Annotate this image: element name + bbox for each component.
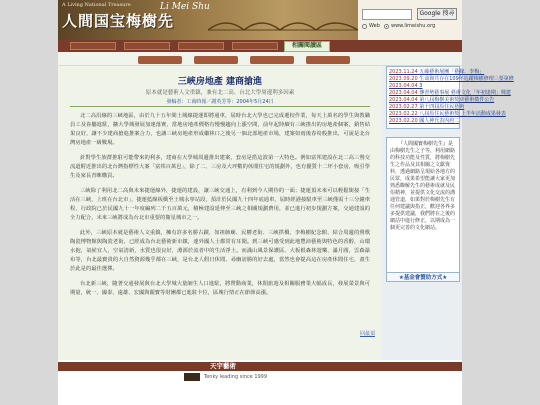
article-subtitle: 原本就是藝術人文重鎮，兼有北二高、台北大學周邊利多因素	[145, 90, 295, 96]
article-meta: 發稿者：工商時報／謝英芳等：2004年5月24日	[166, 99, 274, 105]
footer	[58, 362, 462, 405]
footer-bar	[58, 362, 462, 371]
article-paragraph: 北二高沿線的三峽地區，由於九十五年間土城線捷運即將通車，屆時台北大學也已完成遷校作業，每天上萬名的學生與教職員工及眷屬進駐，擴大學城發展加速落實，當地房地產價格有慢慢趨向上漲空間，前年起陸續有三峽推出的房地產個案，銷售結果良好，讓不少建商搶進推案合力，也讓三峽房地產形成繼林口之後另一個北部地產市場，建案如雨後春筍般推出，可說是北台灣房地產一級戰場。	[70, 113, 370, 146]
intro-text: 『人間國寶梅樹先生』是由梅樹先生之子等，利用網路的科技功能及性質，將梅樹先生之作品及其相關之文獻資料，透過網路呈現給各地方的民眾，成果希望能讓大家更加熟悉瞭解先生的藝術成就及民俗精神，並提供文化交流的溝通管道，如果對於梅樹先生有任何建議與指正，歡迎各界多多提供建議，我們將在之後的網站中進行修正，以期成為一個更完善的文化網站。	[390, 141, 456, 231]
radio-web[interactable]	[362, 24, 367, 29]
news-item[interactable]: 2023.04.04 第八屆梅樹美術獎章藝術徵件公告	[389, 97, 495, 103]
article-title: 三峽房地產 建商搶進	[177, 77, 263, 87]
nav-item-2[interactable]	[124, 42, 170, 50]
news-item[interactable]: 2023.09.20 生命與共存在109年追蹤梅樹修理三要第修	[389, 76, 514, 82]
radio-site[interactable]	[384, 24, 389, 29]
tenky-logo	[184, 373, 200, 381]
news-item[interactable]: 2023.02.27 第十四屆原住民藝術	[389, 104, 465, 110]
google-search-button[interactable]: Google 搜尋	[417, 8, 457, 20]
article-paragraph: 台北新三峽，隨著交通發展與台北大學城大量師生人口進駐，將帶動商業，休閒旅遊及相關服務業大幅成長，發展榮景與可期量，統一、國泰、遠雄、宏國與麗寶等財團都已進駐卡位，區塊行情正在節節高漲。	[70, 281, 370, 296]
sub-nav	[58, 52, 462, 66]
nav-item-1[interactable]	[70, 42, 116, 50]
news-item[interactable]: 2023.02.20 國人神氏表內府二	[389, 118, 460, 124]
bridge-illustration	[208, 14, 358, 32]
nav-item-3[interactable]	[178, 42, 224, 50]
site-header	[58, 0, 462, 40]
sub-nav-item-3[interactable]	[250, 56, 294, 64]
article	[58, 66, 382, 360]
search-input[interactable]	[362, 9, 412, 20]
main-nav	[58, 40, 462, 52]
donation-link[interactable]: ★基金會贊助方式★	[386, 272, 460, 282]
news-item[interactable]: 2023.04.04 3	[389, 83, 423, 89]
radio-web-label: Web	[369, 23, 380, 29]
site-intro	[386, 137, 460, 280]
site-title-english: Li Mei Shu	[160, 2, 210, 12]
back-to-top-link[interactable]: 回最頂	[360, 331, 376, 337]
sub-nav-item-4[interactable]	[306, 56, 350, 64]
page-frame	[58, 0, 514, 405]
news-item[interactable]: 2023.02.22 八屆原住民藝術獎 上半年活動成果發表	[389, 111, 506, 117]
nav-item-related-reading[interactable]: 相關閱讀區	[284, 41, 330, 52]
site-title[interactable]: 人間国宝梅樹先	[62, 12, 175, 30]
right-sidebar	[382, 66, 514, 360]
footer-text: Tenky leading since 1999	[204, 374, 268, 380]
news-item[interactable]: 2023.04.04 傳習勢藝事展 藝術文化「年初逢期」興建	[389, 90, 511, 96]
article-paragraph: 此外，三峽原本就是藝術人文重鎮，擁有許多名勝古蹟，如祖師廟、民權老街、三峽拱橋、李梅樹紀念館、結合周邊的鶯歌陶瓷博物館與陶瓷老街，已經成為台北藝術新市鎮，連外國人士都常有耳聞。到三峽可感受到此地豐沛藝術與特色的香醇，山環水抱，氣候宜人，空氣清新，水質也很良好，淵源於流者中的生活淨土。而滿山風景保護區、大板根森林遊樂、滿月圓，雲森瀑布等，台北最寶貴的大自然資源幾乎都在三峽，是台北人假日休閒、尋幽訪勝的好去處，當然也會提高這在房產休閒住宅，畫生於此是的最佳選擇。	[70, 230, 370, 272]
news-list	[386, 66, 514, 129]
site-subtitle: A Living National Treasure	[62, 2, 131, 8]
news-item[interactable]: 2023.11.24 五蘊藝術展團「藝緣．李梅」	[389, 69, 485, 75]
google-search-box	[358, 0, 462, 40]
article-paragraph: 針對學生族群推駐可能帶來的利多，建商在大學城周邊推出建案，套房是搭這波第一大特色。例如富邦建設在北二高三鶯交流道附近推出的北台灣指標性大案「富邦百萬邑」，除了二、三房及大坪數的休閒住宅的規劃外，也有優質十二坪小套房，吸引學生及家長青睞購買。	[70, 155, 370, 179]
article-body	[70, 112, 370, 304]
divider	[70, 106, 370, 107]
radio-site-label: www.limeishu.org	[391, 23, 436, 29]
footer-brand: 天宇藝術	[210, 362, 236, 370]
sub-nav-item-1[interactable]	[138, 56, 182, 64]
nav-item-4[interactable]	[232, 42, 278, 50]
article-paragraph: 三峽除了利用北二高與未來捷運線外，捷運的建設，讓三峽交通上，有利到今人期待的一面；捷運頂未來可以輕鬆銜接「生活在三峽，上班在台北市」，捷運藍線板橋至土城永寧站段，預計於民國九十四年底通車，屆時經港接駁車至三峽僅需十三分鐘車程，行政院已於民國九十一年度編列二千五百萬元，積極建設延伸至三峽之相關規劃費用，並已進行初步規劃方案，交通建設的全力配合，未來三峽將成為台北市重要的衛星城市之一。	[70, 188, 370, 221]
sub-nav-item-2[interactable]	[194, 56, 238, 64]
